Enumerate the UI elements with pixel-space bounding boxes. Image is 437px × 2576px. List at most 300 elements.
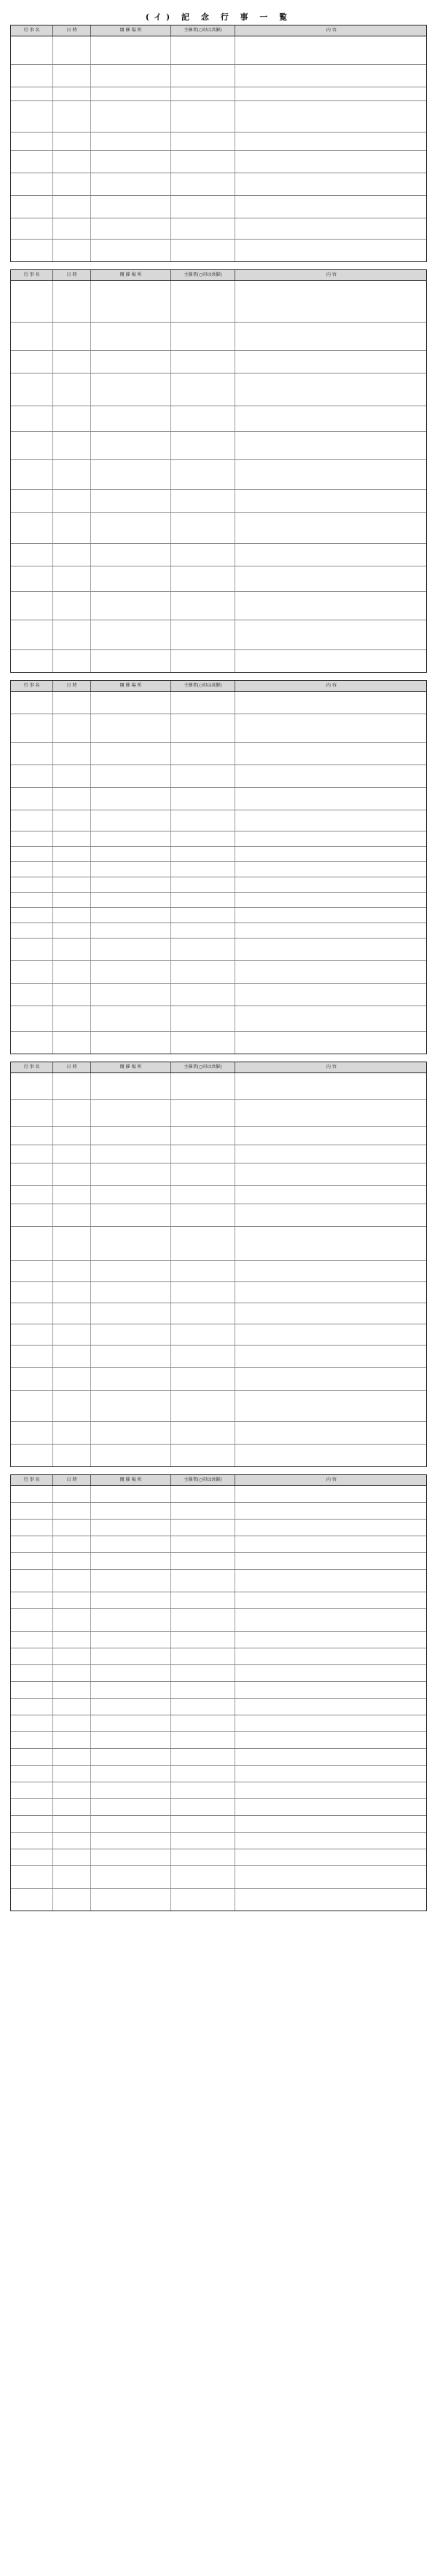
cell-date xyxy=(53,240,91,261)
cell-organizer xyxy=(171,1186,235,1204)
cell-description xyxy=(235,1682,428,1698)
cell-description xyxy=(235,1503,428,1519)
cell-organizer xyxy=(171,1816,235,1832)
cell-event-name xyxy=(11,788,53,810)
cell-organizer xyxy=(171,1445,235,1466)
cell-date xyxy=(53,133,91,150)
cell-date xyxy=(53,1799,91,1815)
cell-description xyxy=(235,847,428,861)
column-header-date: 日 時 xyxy=(53,1475,91,1485)
table-row xyxy=(11,218,426,240)
cell-date xyxy=(53,1889,91,1911)
cell-description xyxy=(235,1422,428,1444)
cell-event-name xyxy=(11,1368,53,1390)
cell-venue xyxy=(91,765,171,787)
table-row xyxy=(11,765,426,788)
cell-description xyxy=(235,87,428,100)
cell-description xyxy=(235,1782,428,1798)
cell-date xyxy=(53,1346,91,1367)
cell-description xyxy=(235,788,428,810)
cell-date xyxy=(53,196,91,218)
table-row xyxy=(11,351,426,374)
cell-venue xyxy=(91,592,171,620)
cell-event-name xyxy=(11,1682,53,1698)
cell-organizer xyxy=(171,1866,235,1888)
cell-event-name xyxy=(11,923,53,938)
cell-date xyxy=(53,1303,91,1324)
table-row xyxy=(11,196,426,218)
table-row xyxy=(11,1032,426,1054)
cell-description xyxy=(235,460,428,489)
cell-event-name xyxy=(11,1204,53,1226)
cell-event-name xyxy=(11,1648,53,1664)
cell-organizer xyxy=(171,1632,235,1648)
cell-venue xyxy=(91,513,171,543)
cell-venue xyxy=(91,1127,171,1145)
cell-description xyxy=(235,1100,428,1126)
table-row xyxy=(11,1127,426,1145)
cell-event-name xyxy=(11,1889,53,1911)
cell-venue xyxy=(91,1282,171,1303)
cell-date xyxy=(53,432,91,459)
cell-event-name xyxy=(11,1006,53,1031)
events-table xyxy=(10,25,427,262)
column-header-event-name: 行 事 名 xyxy=(11,1475,53,1485)
table-row xyxy=(11,65,426,87)
cell-description xyxy=(235,1732,428,1748)
cell-organizer xyxy=(171,432,235,459)
cell-venue xyxy=(91,877,171,892)
cell-venue xyxy=(91,281,171,322)
cell-venue xyxy=(91,1816,171,1832)
cell-date xyxy=(53,1032,91,1054)
cell-description xyxy=(235,1715,428,1731)
cell-venue xyxy=(91,939,171,960)
cell-venue xyxy=(91,490,171,512)
cell-date xyxy=(53,1536,91,1552)
cell-event-name xyxy=(11,374,53,406)
table-row xyxy=(11,1648,426,1665)
table-row xyxy=(11,1570,426,1592)
cell-event-name xyxy=(11,1303,53,1324)
cell-event-name xyxy=(11,1632,53,1648)
cell-organizer xyxy=(171,1204,235,1226)
column-header-date: 日 時 xyxy=(53,681,91,691)
cell-date xyxy=(53,1204,91,1226)
cell-organizer xyxy=(171,1570,235,1592)
column-header-description: 内 容 xyxy=(326,1064,336,1070)
cell-organizer xyxy=(171,1536,235,1552)
cell-event-name xyxy=(11,877,53,892)
cell-venue xyxy=(91,1520,171,1536)
cell-date xyxy=(53,1163,91,1185)
cell-organizer xyxy=(171,893,235,907)
cell-venue xyxy=(91,374,171,406)
table-row xyxy=(11,406,426,432)
cell-description xyxy=(235,1553,428,1569)
cell-description xyxy=(235,240,428,261)
table-row xyxy=(11,36,426,65)
cell-event-name xyxy=(11,1261,53,1281)
cell-date xyxy=(53,893,91,907)
cell-description xyxy=(235,1282,428,1303)
cell-event-name xyxy=(11,1391,53,1421)
table-row xyxy=(11,1391,426,1422)
cell-organizer xyxy=(171,544,235,566)
cell-venue xyxy=(91,1163,171,1185)
cell-date xyxy=(53,692,91,714)
cell-description xyxy=(235,961,428,983)
table-row xyxy=(11,1782,426,1799)
cell-organizer xyxy=(171,592,235,620)
column-header-description: 内 容 xyxy=(326,683,336,688)
cell-event-name xyxy=(11,87,53,100)
table-row xyxy=(11,810,426,831)
cell-event-name xyxy=(11,460,53,489)
cell-description xyxy=(235,173,428,195)
cell-description xyxy=(235,1816,428,1832)
column-header-organizer: 主催者(○印は共催) xyxy=(171,1062,235,1072)
table-row xyxy=(11,460,426,490)
cell-description xyxy=(235,650,428,672)
cell-organizer xyxy=(171,1346,235,1367)
cell-event-name xyxy=(11,592,53,620)
cell-date xyxy=(53,1866,91,1888)
cell-description xyxy=(235,1849,428,1865)
cell-organizer xyxy=(171,810,235,831)
column-header-date: 日 時 xyxy=(53,1062,91,1072)
cell-event-name xyxy=(11,1100,53,1126)
cell-date xyxy=(53,101,91,132)
table-row xyxy=(11,1204,426,1227)
cell-event-name xyxy=(11,1127,53,1145)
cell-venue xyxy=(91,87,171,100)
table-row xyxy=(11,1324,426,1346)
cell-description xyxy=(235,1204,428,1226)
cell-venue xyxy=(91,1632,171,1648)
cell-organizer xyxy=(171,650,235,672)
table-row xyxy=(11,151,426,173)
table-row xyxy=(11,1682,426,1699)
cell-event-name xyxy=(11,1520,53,1536)
cell-date xyxy=(53,620,91,649)
cell-organizer xyxy=(171,281,235,322)
cell-description xyxy=(235,1445,428,1466)
cell-description xyxy=(235,1073,428,1099)
cell-organizer xyxy=(171,101,235,132)
cell-date xyxy=(53,650,91,672)
cell-description xyxy=(235,923,428,938)
table-row xyxy=(11,1732,426,1749)
cell-venue xyxy=(91,1145,171,1163)
cell-event-name xyxy=(11,351,53,373)
cell-event-name xyxy=(11,432,53,459)
table-row xyxy=(11,1145,426,1163)
table-row xyxy=(11,1816,426,1833)
table-row xyxy=(11,566,426,592)
cell-description xyxy=(235,743,428,764)
cell-venue xyxy=(91,1536,171,1552)
cell-event-name xyxy=(11,1553,53,1569)
cell-description xyxy=(235,831,428,846)
cell-event-name xyxy=(11,1346,53,1367)
table-row xyxy=(11,650,426,672)
table-row xyxy=(11,1889,426,1911)
table-header xyxy=(11,681,426,692)
column-header-venue: 開 催 場 所 xyxy=(91,681,171,691)
cell-date xyxy=(53,1849,91,1865)
cell-event-name xyxy=(11,908,53,922)
cell-event-name xyxy=(11,323,53,350)
cell-organizer xyxy=(171,374,235,406)
column-header-description: 内 容 xyxy=(326,272,336,277)
table-header xyxy=(11,1475,426,1486)
cell-event-name xyxy=(11,1145,53,1163)
cell-description xyxy=(235,151,428,173)
column-header-venue: 開 催 場 所 xyxy=(91,1062,171,1072)
cell-event-name xyxy=(11,151,53,173)
cell-description xyxy=(235,1006,428,1031)
cell-organizer xyxy=(171,743,235,764)
cell-description xyxy=(235,218,428,239)
table-row xyxy=(11,1073,426,1100)
cell-organizer xyxy=(171,1715,235,1731)
cell-date xyxy=(53,1145,91,1163)
cell-date xyxy=(53,908,91,922)
cell-venue xyxy=(91,1799,171,1815)
cell-date xyxy=(53,87,91,100)
cell-venue xyxy=(91,1227,171,1260)
cell-date xyxy=(53,984,91,1005)
cell-organizer xyxy=(171,765,235,787)
table-row xyxy=(11,173,426,196)
table-row xyxy=(11,1422,426,1445)
cell-date xyxy=(53,1749,91,1765)
table-row xyxy=(11,1186,426,1204)
cell-organizer xyxy=(171,133,235,150)
cell-organizer xyxy=(171,1282,235,1303)
cell-date xyxy=(53,592,91,620)
cell-date xyxy=(53,406,91,431)
cell-description xyxy=(235,1346,428,1367)
cell-date xyxy=(53,939,91,960)
cell-date xyxy=(53,862,91,877)
table-row xyxy=(11,831,426,847)
table-row xyxy=(11,1445,426,1466)
cell-organizer xyxy=(171,1520,235,1536)
cell-event-name xyxy=(11,1592,53,1608)
cell-date xyxy=(53,1486,91,1502)
cell-date xyxy=(53,1391,91,1421)
column-header-organizer: 主催者(○印は共催) xyxy=(171,25,235,36)
cell-event-name xyxy=(11,743,53,764)
cell-venue xyxy=(91,1006,171,1031)
cell-event-name xyxy=(11,620,53,649)
cell-description xyxy=(235,1536,428,1552)
cell-event-name xyxy=(11,101,53,132)
column-header-date: 日 時 xyxy=(53,270,91,280)
cell-date xyxy=(53,351,91,373)
cell-organizer xyxy=(171,240,235,261)
cell-date xyxy=(53,173,91,195)
cell-date xyxy=(53,1715,91,1731)
table-row xyxy=(11,133,426,151)
cell-description xyxy=(235,1749,428,1765)
cell-event-name xyxy=(11,1699,53,1715)
table-row xyxy=(11,1866,426,1889)
cell-description xyxy=(235,1486,428,1502)
cell-venue xyxy=(91,323,171,350)
cell-event-name xyxy=(11,65,53,87)
cell-venue xyxy=(91,961,171,983)
table-header xyxy=(11,25,426,36)
cell-description xyxy=(235,1368,428,1390)
cell-venue xyxy=(91,1032,171,1054)
cell-event-name xyxy=(11,862,53,877)
cell-event-name xyxy=(11,1282,53,1303)
cell-venue xyxy=(91,1503,171,1519)
cell-venue xyxy=(91,196,171,218)
cell-date xyxy=(53,877,91,892)
cell-description xyxy=(235,1163,428,1185)
cell-date xyxy=(53,1665,91,1681)
cell-venue xyxy=(91,1665,171,1681)
cell-venue xyxy=(91,862,171,877)
cell-venue xyxy=(91,566,171,591)
cell-venue xyxy=(91,1391,171,1421)
cell-description xyxy=(235,351,428,373)
cell-venue xyxy=(91,133,171,150)
cell-description xyxy=(235,877,428,892)
cell-organizer xyxy=(171,1127,235,1145)
cell-event-name xyxy=(11,36,53,64)
column-header-organizer: 主催者(○印は共催) xyxy=(171,1475,235,1485)
cell-organizer xyxy=(171,323,235,350)
column-header-description: 内 容 xyxy=(326,28,336,33)
cell-date xyxy=(53,1553,91,1569)
cell-venue xyxy=(91,460,171,489)
cell-organizer xyxy=(171,862,235,877)
cell-event-name xyxy=(11,984,53,1005)
cell-organizer xyxy=(171,1422,235,1444)
cell-event-name xyxy=(11,1227,53,1260)
table-header xyxy=(11,270,426,281)
cell-organizer xyxy=(171,620,235,649)
cell-date xyxy=(53,374,91,406)
cell-organizer xyxy=(171,490,235,512)
cell-venue xyxy=(91,1100,171,1126)
cell-date xyxy=(53,1682,91,1698)
cell-date xyxy=(53,544,91,566)
cell-event-name xyxy=(11,513,53,543)
cell-organizer xyxy=(171,1163,235,1185)
table-row xyxy=(11,323,426,351)
cell-organizer xyxy=(171,1006,235,1031)
cell-venue xyxy=(91,1368,171,1390)
cell-date xyxy=(53,1520,91,1536)
column-header-venue: 開 催 場 所 xyxy=(91,1475,171,1485)
table-row xyxy=(11,374,426,406)
cell-event-name xyxy=(11,765,53,787)
cell-date xyxy=(53,1282,91,1303)
cell-organizer xyxy=(171,714,235,742)
table-row xyxy=(11,1592,426,1609)
cell-date xyxy=(53,831,91,846)
cell-event-name xyxy=(11,893,53,907)
cell-event-name xyxy=(11,1816,53,1832)
cell-description xyxy=(235,592,428,620)
cell-event-name xyxy=(11,1536,53,1552)
cell-event-name xyxy=(11,1665,53,1681)
cell-date xyxy=(53,1732,91,1748)
cell-organizer xyxy=(171,1100,235,1126)
table-row xyxy=(11,984,426,1006)
cell-date xyxy=(53,788,91,810)
cell-description xyxy=(235,1303,428,1324)
cell-venue xyxy=(91,692,171,714)
table-row xyxy=(11,87,426,101)
cell-organizer xyxy=(171,877,235,892)
cell-date xyxy=(53,513,91,543)
cell-date xyxy=(53,810,91,831)
cell-organizer xyxy=(171,1665,235,1681)
table-row xyxy=(11,1766,426,1782)
cell-organizer xyxy=(171,1592,235,1608)
cell-event-name xyxy=(11,939,53,960)
cell-venue xyxy=(91,1648,171,1664)
cell-date xyxy=(53,1227,91,1260)
cell-date xyxy=(53,490,91,512)
cell-event-name xyxy=(11,1570,53,1592)
cell-venue xyxy=(91,101,171,132)
cell-description xyxy=(235,1570,428,1592)
cell-description xyxy=(235,692,428,714)
cell-date xyxy=(53,1609,91,1631)
cell-description xyxy=(235,1699,428,1715)
cell-venue xyxy=(91,1553,171,1569)
cell-venue xyxy=(91,1570,171,1592)
table-row xyxy=(11,1503,426,1520)
cell-venue xyxy=(91,908,171,922)
cell-venue xyxy=(91,1486,171,1502)
table-row xyxy=(11,877,426,893)
cell-event-name xyxy=(11,714,53,742)
cell-organizer xyxy=(171,1749,235,1765)
cell-description xyxy=(235,1833,428,1849)
cell-organizer xyxy=(171,788,235,810)
cell-description xyxy=(235,281,428,322)
cell-date xyxy=(53,65,91,87)
cell-date xyxy=(53,1368,91,1390)
column-header-description: 内 容 xyxy=(326,1477,336,1482)
table-row xyxy=(11,1553,426,1570)
cell-venue xyxy=(91,1699,171,1715)
cell-description xyxy=(235,810,428,831)
cell-organizer xyxy=(171,1766,235,1782)
table-row xyxy=(11,1303,426,1324)
cell-organizer xyxy=(171,1486,235,1502)
cell-description xyxy=(235,1261,428,1281)
cell-description xyxy=(235,1391,428,1421)
cell-date xyxy=(53,1766,91,1782)
cell-date xyxy=(53,714,91,742)
cell-date xyxy=(53,1261,91,1281)
cell-description xyxy=(235,939,428,960)
table-row xyxy=(11,1715,426,1732)
cell-venue xyxy=(91,1592,171,1608)
cell-event-name xyxy=(11,1833,53,1849)
table-header xyxy=(11,1062,426,1073)
